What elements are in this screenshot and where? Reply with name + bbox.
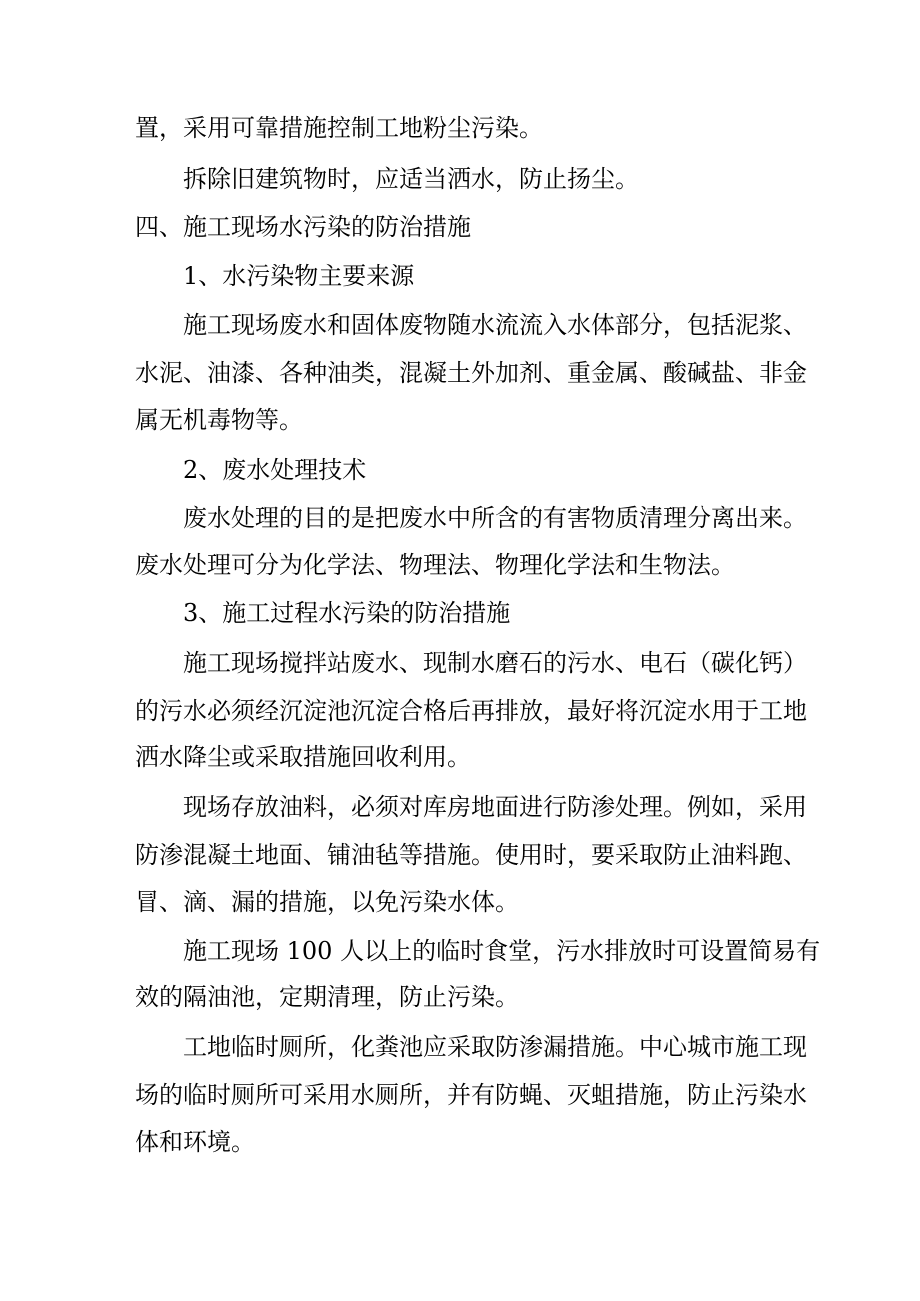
subsection-heading: 1、水污染物主要来源 (183, 262, 415, 290)
paragraph-line: 现场存放油料，必须对库房地面进行防渗处理。例如，采用 (183, 793, 807, 821)
paragraph-line: 施工现场搅拌站废水、现制水磨石的污水、电石（碳化钙） (183, 649, 807, 677)
paragraph-line: 的污水必须经沉淀池沉淀合格后再排放，最好将沉淀水用于工地 (135, 697, 807, 725)
paragraph-line: 施工现场 100 人以上的临时食堂，污水排放时可设置简易有 (183, 937, 821, 965)
paragraph-line: 冒、滴、漏的措施，以免污染水体。 (135, 888, 519, 916)
section-heading: 四、施工现场水污染的防治措施 (135, 213, 471, 241)
subsection-heading: 3、施工过程水污染的防治措施 (183, 599, 511, 627)
paragraph-line: 洒水降尘或采取措施回收利用。 (135, 743, 471, 771)
paragraph-line: 废水处理的目的是把废水中所含的有害物质清理分离出来。 (183, 504, 807, 532)
paragraph-line: 属无机毒物等。 (135, 406, 303, 434)
paragraph-line: 工地临时厕所，化粪池应采取防渗漏措施。中心城市施工现 (183, 1033, 807, 1061)
paragraph-line: 体和环境。 (135, 1128, 255, 1156)
paragraph-line: 废水处理可分为化学法、物理法、物理化学法和生物法。 (135, 551, 735, 579)
paragraph-line: 防渗混凝土地面、铺油毡等措施。使用时，要采取防止油料跑、 (135, 841, 807, 869)
paragraph-line: 拆除旧建筑物时，应适当洒水，防止扬尘。 (183, 165, 639, 193)
paragraph-line: 置，采用可靠措施控制工地粉尘污染。 (135, 114, 543, 142)
subsection-heading: 2、废水处理技术 (183, 456, 367, 484)
paragraph-line: 水泥、油漆、各种油类，混凝土外加剂、重金属、酸碱盐、非金 (135, 359, 807, 387)
paragraph-line: 场的临时厕所可采用水厕所，并有防蝇、灭蛆措施，防止污染水 (135, 1081, 807, 1109)
paragraph-line: 施工现场废水和固体废物随水流流入水体部分，包括泥浆、 (183, 311, 807, 339)
paragraph-line: 效的隔油池，定期清理，防止污染。 (135, 983, 519, 1011)
